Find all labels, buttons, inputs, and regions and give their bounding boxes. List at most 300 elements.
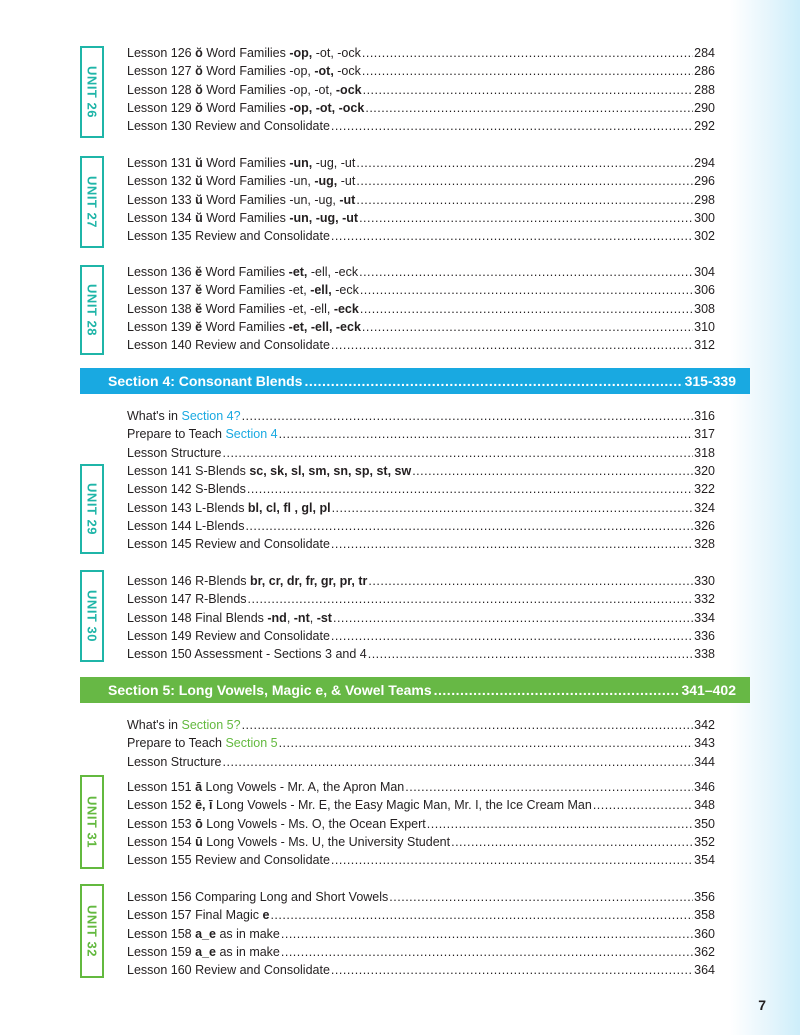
leader-dots	[451, 833, 693, 851]
toc-entry[interactable]	[127, 645, 715, 663]
leader-dots	[360, 281, 693, 299]
toc-entry[interactable]	[127, 263, 715, 281]
entry-title	[127, 425, 278, 443]
lesson-list	[127, 44, 715, 135]
intro-list	[127, 716, 715, 771]
entry-title	[127, 734, 278, 752]
section-link-text: Section 5	[225, 736, 278, 751]
entry-text-part: -un, -ug, -ut	[289, 210, 359, 225]
leader-dots	[223, 444, 694, 462]
entry-text-part: Lesson 145 Review and Consolidate	[127, 537, 330, 552]
leader-dots	[331, 336, 693, 354]
entry-page: 300	[694, 210, 715, 225]
entry-title	[127, 888, 388, 906]
entry-title	[127, 227, 330, 245]
entry-text-part: ŏ	[195, 64, 203, 79]
toc-entry[interactable]	[127, 961, 715, 979]
entry-text-part: -op, -ot, -ock	[289, 100, 365, 115]
toc-entry[interactable]	[127, 336, 715, 354]
leader-dots	[281, 925, 693, 943]
entry-text-part: a_e	[195, 944, 216, 959]
entry-text-part: Word Families	[202, 46, 290, 60]
toc-entry[interactable]	[127, 407, 715, 425]
entry-text-part: bl, cl, fl , gl, pl	[247, 500, 331, 515]
leader-dots	[362, 318, 693, 336]
entry-page: 286	[694, 64, 715, 79]
entry-text-part: Lesson 157 Final Magic	[127, 908, 263, 923]
entry-text-part: -st	[316, 610, 332, 625]
toc-entry[interactable]	[127, 191, 715, 209]
leader-dots	[333, 609, 693, 627]
entry-text-part: ŭ	[195, 192, 203, 207]
unit-label: UNIT 29	[84, 483, 100, 535]
toc-entry[interactable]	[127, 227, 715, 245]
toc-entry[interactable]	[127, 480, 715, 498]
unit-label: UNIT 32	[84, 905, 100, 957]
unit-label: UNIT 30	[84, 590, 100, 642]
entry-text-part: Long Vowels - Ms. O, the Ocean Expert	[202, 816, 426, 831]
entry-page: 316	[694, 409, 715, 423]
unit-badge	[80, 464, 104, 554]
entry-text-part: Word Families -un, -ug,	[202, 192, 340, 207]
entry-text-part: ŭ	[195, 210, 203, 225]
entry-page: 326	[694, 518, 715, 533]
entry-text-part: Lesson 152	[127, 798, 196, 813]
toc-entry[interactable]	[127, 572, 715, 590]
entry-text-part: -ock	[335, 82, 362, 97]
entry-page: 334	[694, 610, 715, 625]
entry-page: 312	[694, 338, 715, 353]
entry-page: 296	[694, 174, 715, 189]
entry-text-part: ŭ	[195, 156, 203, 170]
entry-title	[127, 851, 330, 869]
entry-text-part: Lesson 131	[127, 156, 196, 170]
unit-badge	[80, 775, 104, 869]
leader-dots	[405, 778, 693, 796]
leader-dots	[359, 263, 693, 281]
unit-badge	[80, 570, 104, 662]
entry-page: 324	[694, 500, 715, 515]
entry-title	[127, 815, 426, 833]
unit-label: UNIT 26	[84, 66, 100, 118]
entry-page: 288	[694, 82, 715, 97]
entry-text-part: -eck	[331, 283, 359, 298]
entry-text-part: Lesson 133	[127, 192, 196, 207]
toc-entry[interactable]	[127, 535, 715, 553]
entry-page: 302	[694, 229, 715, 244]
entry-title	[127, 462, 411, 480]
leader-dots	[270, 906, 693, 924]
entry-text-part: Lesson 144 L-Blends	[127, 518, 245, 533]
entry-title	[127, 906, 269, 924]
entry-page: 360	[694, 926, 715, 941]
leader-dots	[245, 517, 693, 535]
leader-dots	[368, 572, 693, 590]
leader-dots	[356, 154, 693, 172]
entry-page: 338	[694, 647, 715, 662]
entry-title	[127, 943, 280, 961]
entry-page: 320	[694, 464, 715, 478]
unit-badge	[80, 884, 104, 978]
toc-entry[interactable]	[127, 778, 715, 796]
entry-page: 292	[694, 119, 715, 134]
leader-dots	[223, 753, 694, 771]
toc-entry[interactable]	[127, 609, 715, 627]
toc-entry[interactable]	[127, 444, 715, 462]
entry-page: 358	[694, 908, 715, 923]
entry-text-part: a_e	[195, 926, 216, 941]
toc-entry[interactable]	[127, 796, 715, 814]
entry-text-part: -nd	[267, 610, 287, 625]
leader-dots	[360, 300, 693, 318]
entry-text-part: -op,	[289, 46, 313, 60]
toc-entry[interactable]	[127, 517, 715, 535]
toc-entry[interactable]	[127, 627, 715, 645]
entry-title	[127, 499, 331, 517]
entry-text-part: br, cr, dr, fr, gr, pr, tr	[250, 574, 368, 588]
entry-text-part: Word Families	[202, 319, 289, 334]
leader-dots	[248, 590, 694, 608]
entry-page: 343	[694, 736, 715, 751]
entry-page: 318	[694, 445, 715, 460]
entry-title	[127, 517, 244, 535]
entry-page: 342	[694, 718, 715, 732]
leader-dots	[279, 734, 694, 752]
leader-dots	[356, 172, 693, 190]
leader-dots	[359, 209, 693, 227]
leader-dots	[331, 117, 693, 135]
unit-label: UNIT 27	[84, 176, 100, 228]
entry-title	[127, 753, 222, 771]
toc-entry[interactable]	[127, 943, 715, 961]
leader-dots	[332, 499, 694, 517]
entry-text-part: -ut	[337, 174, 356, 189]
entry-text-part: Prepare to Teach	[127, 427, 226, 442]
entry-text-part: Lesson 130 Review and Consolidate	[127, 119, 330, 134]
entry-text-part: Prepare to Teach	[127, 736, 226, 751]
entry-text-part: as in make	[215, 944, 280, 959]
entry-text-part: ,	[286, 610, 294, 625]
entry-text-part: Lesson 160 Review and Consolidate	[127, 963, 330, 978]
leader-dots	[304, 373, 682, 389]
section-title: Section 4: Consonant Blends	[108, 373, 303, 389]
entry-text-part: Lesson 139	[127, 319, 196, 334]
entry-text-part: Lesson 148 Final Blends	[127, 610, 268, 625]
entry-page: 362	[694, 944, 715, 959]
entry-text-part: e	[262, 908, 270, 923]
unit-badge	[80, 156, 104, 248]
leader-dots	[427, 815, 693, 833]
toc-entry[interactable]	[127, 154, 715, 172]
entry-text-part: What's in	[127, 718, 182, 732]
leader-dots	[279, 425, 694, 443]
entry-title	[127, 480, 246, 498]
lesson-list	[127, 462, 715, 553]
entry-text-part: -ell, -eck	[307, 265, 359, 279]
entry-text-part: Word Families	[202, 265, 289, 279]
entry-title	[127, 716, 241, 734]
entry-text-part: Lesson 156 Comparing Long and Short Vowels	[127, 890, 389, 904]
entry-text-part: Word Families -et,	[202, 283, 311, 298]
entry-title	[127, 796, 592, 814]
entry-title	[127, 609, 332, 627]
entry-text-part: Lesson 146 R-Blends	[127, 574, 250, 588]
entry-text-part: sc, sk, sl, sm, sn, sp, st, sw	[249, 464, 412, 478]
entry-page: 294	[694, 156, 715, 170]
entry-title	[127, 590, 247, 608]
entry-title	[127, 407, 241, 425]
entry-title	[127, 627, 330, 645]
entry-page: 284	[694, 46, 715, 60]
lesson-list	[127, 888, 715, 979]
entry-text-part: -eck	[333, 301, 359, 316]
entry-text-part: ŏ	[195, 46, 203, 60]
entry-text-part: ŭ	[195, 174, 203, 189]
entry-text-part: Lesson 153	[127, 816, 196, 831]
entry-text-part: -ug,	[314, 174, 338, 189]
entry-text-part: Word Families -op, -ot,	[202, 82, 336, 97]
entry-text-part: Lesson 147 R-Blends	[127, 592, 247, 607]
entry-title	[127, 281, 359, 299]
leader-dots	[365, 99, 693, 117]
entry-text-part: Lesson 136	[127, 265, 196, 279]
entry-text-part: Word Families -op,	[202, 64, 315, 79]
toc-entry[interactable]	[127, 281, 715, 299]
entry-text-part: Lesson 141 S-Blends	[127, 464, 250, 478]
lesson-list	[127, 154, 715, 245]
entry-text-part: Long Vowels - Mr. A, the Apron Man	[202, 780, 405, 794]
entry-text-part: Lesson 142 S-Blends	[127, 482, 246, 497]
toc-entry[interactable]	[127, 888, 715, 906]
section-link-text: Section 5?	[181, 718, 241, 732]
entry-page: 322	[694, 482, 715, 497]
leader-dots	[412, 462, 693, 480]
toc-entry[interactable]	[127, 44, 715, 62]
entry-text-part: Lesson 158	[127, 926, 196, 941]
leader-dots	[331, 627, 693, 645]
entry-page: 330	[694, 574, 715, 588]
entry-text-part: Long Vowels - Mr. E, the Easy Magic Man, Mr. I, the Ice Cream Man	[212, 798, 592, 813]
entry-page: 317	[694, 427, 715, 442]
unit-label: UNIT 31	[84, 796, 100, 848]
entry-text-part: ĕ	[195, 283, 203, 298]
entry-title	[127, 645, 367, 663]
entry-title	[127, 535, 330, 553]
entry-text-part: -et,	[288, 265, 308, 279]
entry-title	[127, 154, 355, 172]
entry-title	[127, 81, 362, 99]
toc-entry[interactable]	[127, 62, 715, 80]
entry-text-part: Word Families	[202, 100, 290, 115]
entry-text-part: Lesson 134	[127, 210, 196, 225]
toc-entry[interactable]	[127, 117, 715, 135]
toc-entry[interactable]	[127, 81, 715, 99]
entry-text-part: Lesson 155 Review and Consolidate	[127, 853, 330, 868]
leader-dots	[368, 645, 693, 663]
entry-title	[127, 961, 330, 979]
entry-title	[127, 318, 361, 336]
entry-title	[127, 925, 280, 943]
unit-badge	[80, 46, 104, 138]
toc-entry[interactable]	[127, 716, 715, 734]
entry-page: 354	[694, 853, 715, 868]
entry-page: 328	[694, 537, 715, 552]
entry-text-part: Lesson 128	[127, 82, 196, 97]
leader-dots	[389, 888, 693, 906]
entry-text-part: Lesson 135 Review and Consolidate	[127, 229, 330, 244]
entry-text-part: -nt	[293, 610, 310, 625]
toc-entry[interactable]	[127, 462, 715, 480]
section-link-text: Section 4	[225, 427, 278, 442]
entry-text-part: ā	[195, 780, 203, 794]
entry-title	[127, 44, 361, 62]
entry-text-part: ū	[195, 834, 203, 849]
entry-text-part: Lesson 149 Review and Consolidate	[127, 628, 330, 643]
toc-entry[interactable]	[127, 925, 715, 943]
toc-entry[interactable]	[127, 734, 715, 752]
leader-dots	[434, 682, 680, 698]
section-link-text: Section 4?	[181, 409, 241, 423]
entry-text-part: Lesson 140 Review and Consolidate	[127, 338, 330, 353]
intro-list	[127, 407, 715, 462]
toc-entry[interactable]	[127, 318, 715, 336]
entry-text-part: ĕ	[195, 319, 203, 334]
entry-text-part: Lesson 127	[127, 64, 196, 79]
entry-text-part: -ot, -ock	[312, 46, 361, 60]
section-4-header[interactable]	[80, 368, 750, 394]
entry-text-part: Lesson 159	[127, 944, 196, 959]
entry-text-part: ĕ	[195, 301, 203, 316]
entry-text-part: ,	[309, 610, 317, 625]
entry-title	[127, 833, 450, 851]
entry-text-part: -ock	[333, 64, 361, 79]
toc-entry[interactable]	[127, 851, 715, 869]
leader-dots	[362, 44, 693, 62]
entry-page: 298	[694, 192, 715, 207]
unit-label: UNIT 28	[84, 284, 100, 336]
entry-text-part: Lesson 129	[127, 100, 196, 115]
entry-text-part: Lesson 126	[127, 46, 196, 60]
entry-text-part: ĕ	[195, 265, 203, 279]
entry-title	[127, 99, 364, 117]
entry-page: 336	[694, 628, 715, 643]
section-title: Section 5: Long Vowels, Magic e, & Vowel Teams	[108, 682, 432, 698]
toc-entry[interactable]	[127, 99, 715, 117]
entry-text-part: What's in	[127, 409, 182, 423]
entry-page: 352	[694, 834, 715, 849]
leader-dots	[593, 796, 693, 814]
entry-title	[127, 572, 367, 590]
toc-entry[interactable]	[127, 753, 715, 771]
entry-page: 344	[694, 754, 715, 769]
entry-page: 306	[694, 283, 715, 298]
entry-page: 364	[694, 963, 715, 978]
entry-text-part: as in make	[215, 926, 280, 941]
page-number: 7	[758, 997, 766, 1013]
entry-text-part: ŏ	[195, 82, 203, 97]
lesson-list	[127, 572, 715, 663]
toc-entry[interactable]	[127, 209, 715, 227]
entry-text-part: -ell,	[310, 283, 332, 298]
leader-dots	[247, 480, 693, 498]
entry-title	[127, 172, 355, 190]
leader-dots	[281, 943, 693, 961]
section-5-header[interactable]	[80, 677, 750, 703]
leader-dots	[331, 535, 693, 553]
entry-text-part: Word Families	[202, 156, 290, 170]
entry-text-part: -et, -ell, -eck	[288, 319, 361, 334]
leader-dots	[331, 961, 693, 979]
toc-entry[interactable]	[127, 833, 715, 851]
entry-text-part: Lesson Structure	[127, 754, 222, 769]
entry-text-part: Long Vowels - Ms. U, the University Student	[202, 834, 451, 849]
entry-title	[127, 117, 330, 135]
entry-title	[127, 191, 355, 209]
entry-text-part: -un,	[289, 156, 313, 170]
entry-text-part: Lesson 137	[127, 283, 196, 298]
entry-text-part: Lesson 151	[127, 780, 196, 794]
entry-text-part: Lesson 138	[127, 301, 196, 316]
entry-text-part: -ug, -ut	[312, 156, 356, 170]
toc-entry[interactable]	[127, 300, 715, 318]
entry-title	[127, 209, 358, 227]
toc-entry[interactable]	[127, 499, 715, 517]
entry-text-part: Word Families	[202, 210, 290, 225]
entry-text-part: ŏ	[195, 100, 203, 115]
toc-entry[interactable]	[127, 906, 715, 924]
entry-page: 346	[694, 780, 715, 794]
leader-dots	[242, 716, 694, 734]
entry-text-part: -ut	[339, 192, 356, 207]
entry-page: 304	[694, 265, 715, 279]
leader-dots	[242, 407, 694, 425]
entry-page: 310	[694, 319, 715, 334]
toc-entry[interactable]	[127, 172, 715, 190]
section-pages: 341–402	[681, 682, 736, 698]
entry-title	[127, 336, 330, 354]
entry-page: 356	[694, 890, 715, 904]
entry-text-part: Lesson 150 Assessment - Sections 3 and 4	[127, 647, 367, 662]
entry-text-part: ō	[195, 816, 203, 831]
entry-text-part: Lesson 143 L-Blends	[127, 500, 248, 515]
toc-entry[interactable]	[127, 425, 715, 443]
toc-entry[interactable]	[127, 590, 715, 608]
entry-page: 348	[694, 798, 715, 813]
lesson-list	[127, 263, 715, 354]
entry-title	[127, 62, 361, 80]
leader-dots	[362, 62, 693, 80]
entry-text-part: Lesson Structure	[127, 445, 222, 460]
lesson-list	[127, 778, 715, 869]
entry-page: 290	[694, 100, 715, 115]
section-pages: 315-339	[684, 373, 736, 389]
leader-dots	[356, 191, 693, 209]
entry-page: 350	[694, 816, 715, 831]
toc-entry[interactable]	[127, 815, 715, 833]
entry-title	[127, 263, 358, 281]
entry-text-part: Lesson 154	[127, 834, 196, 849]
entry-page: 332	[694, 592, 715, 607]
entry-title	[127, 300, 359, 318]
leader-dots	[363, 81, 694, 99]
entry-title	[127, 444, 222, 462]
unit-badge	[80, 265, 104, 355]
entry-page: 308	[694, 301, 715, 316]
entry-text-part: Lesson 132	[127, 174, 196, 189]
entry-title	[127, 778, 404, 796]
leader-dots	[331, 851, 693, 869]
entry-text-part: -ot,	[314, 64, 334, 79]
